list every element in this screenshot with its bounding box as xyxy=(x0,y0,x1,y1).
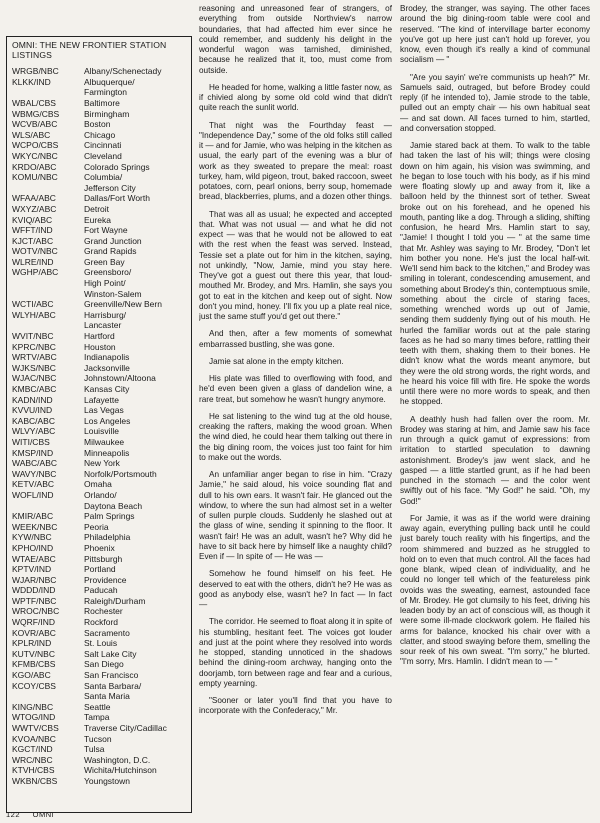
station-row xyxy=(12,162,186,173)
station-location: Jefferson City xyxy=(84,182,136,193)
station-row xyxy=(12,310,186,321)
station-call-sign: WBAL/CBS xyxy=(12,97,56,108)
station-row xyxy=(12,734,186,745)
station-row xyxy=(12,289,186,300)
station-call-sign: WRGB/NBC xyxy=(12,66,59,77)
station-location: Orlando/ xyxy=(84,489,117,500)
station-location: Peoria xyxy=(84,521,109,532)
station-call-sign: WTOG/IND xyxy=(12,712,56,723)
article-paragraph: Jamie sat alone in the empty kitchen. xyxy=(209,356,344,366)
article-paragraph: That night was the Fourthday feast — "Independence Day," some of the old folks still called it — and for Jamie, who was helping in the kitchen as usual, the early part of the evening was a blur of work as they sweated to prepare the meal: roast turkey, ham, wild pigeon, trout, baked raccoon, sweet potatoes, corn, pearl onions, berry soup, homemade bread, blackberries, plums, and a dozen other things. xyxy=(199,120,392,202)
station-location: Louisville xyxy=(84,426,119,437)
article-paragraph: reasoning and unreasoned fear of strangers, of everything from outside Northview's narrow boundaries, that had affected him ever since he could remember, and suddenly his delight in the wonderful wagon was tarnished, diminished, because he realized that it, too, must come from outside. xyxy=(199,4,392,75)
station-call-sign: WLVY/ABC xyxy=(12,426,56,437)
station-row xyxy=(12,236,186,247)
station-row xyxy=(12,670,186,681)
station-row xyxy=(12,712,186,723)
station-call-sign: KPHO/IND xyxy=(12,542,54,553)
station-listings-title: OMNI: THE NEW FRONTIER STATION LISTINGS xyxy=(12,40,167,60)
station-row xyxy=(12,172,186,183)
station-location: Minneapolis xyxy=(84,447,130,458)
station-call-sign xyxy=(12,183,84,194)
station-location: Hartford xyxy=(84,331,115,342)
station-location: Sacramento xyxy=(84,627,130,638)
station-row xyxy=(12,490,186,501)
station-location: Milwaukee xyxy=(84,436,125,447)
station-call-sign: KPRC/NBC xyxy=(12,341,56,352)
station-call-sign: KADN/IND xyxy=(12,394,53,405)
station-location: Columbia/ xyxy=(84,172,123,183)
station-location: San Francisco xyxy=(84,670,139,681)
article-column-1 xyxy=(199,4,392,812)
station-row xyxy=(12,193,186,204)
station-location: Tulsa xyxy=(84,744,105,755)
station-location: Rockford xyxy=(84,617,119,628)
station-row xyxy=(12,681,186,692)
station-row xyxy=(12,458,186,469)
station-location: Salt Lake City xyxy=(84,648,137,659)
station-location: Birmingham xyxy=(84,108,130,119)
station-location: Winston-Salem xyxy=(84,288,142,299)
station-row xyxy=(12,320,186,331)
station-row xyxy=(12,606,186,617)
station-location: Pittsburgh xyxy=(84,553,123,564)
station-row xyxy=(12,723,186,734)
station-row xyxy=(12,755,186,766)
station-call-sign: WABC/ABC xyxy=(12,458,58,469)
station-row xyxy=(12,564,186,575)
station-row xyxy=(12,554,186,565)
station-row xyxy=(12,596,186,607)
station-row xyxy=(12,384,186,395)
station-row xyxy=(12,405,186,416)
station-row xyxy=(12,426,186,437)
station-call-sign: WKBN/CBS xyxy=(12,775,58,786)
station-call-sign: WFAA/ABC xyxy=(12,193,56,204)
station-location: Cincinnati xyxy=(84,140,122,151)
station-call-sign: WJAC/NBC xyxy=(12,373,57,384)
station-call-sign: WDDD/IND xyxy=(12,585,56,596)
station-location: St. Louis xyxy=(84,638,118,649)
station-row xyxy=(12,501,186,512)
station-call-sign: WFFT/IND xyxy=(12,225,53,236)
station-call-sign: WWTV/CBS xyxy=(12,723,59,733)
station-location: Lafayette xyxy=(84,394,119,405)
station-call-sign: KABC/ABC xyxy=(12,415,55,426)
article-paragraph: And then, after a few moments of somewhat embarrassed bustling, she was gone. xyxy=(199,329,392,349)
station-location: Paducah xyxy=(84,585,118,596)
station-call-sign: WRTV/ABC xyxy=(12,352,57,363)
station-location: Green Bay xyxy=(84,256,125,267)
station-listings-box xyxy=(6,36,192,813)
station-row xyxy=(12,119,186,130)
article-paragraph: Brodey, the stranger, was saying. The other faces around the big dining-room table were cool and reserved. "The kind of intervillage barter economy you've got up here just can't hold up forever, you know, even though it's really a kind of communal socialism — " xyxy=(400,4,590,65)
station-row xyxy=(12,416,186,427)
station-call-sign: KPTV/IND xyxy=(12,564,52,575)
station-call-sign: KETV/ABC xyxy=(12,479,55,490)
station-location: Traverse City/Cadillac xyxy=(84,723,167,733)
station-call-sign: WXYZ/ABC xyxy=(12,203,57,214)
station-location: Wichita/Hutchinson xyxy=(84,765,157,776)
station-row xyxy=(12,299,186,310)
station-call-sign: WKYC/NBC xyxy=(12,150,58,161)
station-call-sign: WOTV/NBC xyxy=(12,246,58,257)
station-row xyxy=(12,575,186,586)
station-row xyxy=(12,628,186,639)
station-call-sign: WJAR/NBC xyxy=(12,574,57,585)
station-location: Harrisburg/ xyxy=(84,309,127,320)
station-location: Kansas City xyxy=(84,384,130,394)
station-row xyxy=(12,98,186,109)
station-call-sign: KMIR/ABC xyxy=(12,511,54,522)
station-location: Greensboro/ xyxy=(84,267,132,278)
station-call-sign: KUTV/NBC xyxy=(12,648,55,659)
station-call-sign: WAVY/NBC xyxy=(12,468,57,479)
station-call-sign: KCOY/CBS xyxy=(12,680,56,691)
station-call-sign: WJKS/NBC xyxy=(12,362,56,373)
article-column-2 xyxy=(400,4,590,812)
station-location: Dallas/Fort Worth xyxy=(84,193,150,204)
station-location: Phoenix xyxy=(84,542,115,553)
station-row xyxy=(12,469,186,480)
station-call-sign: WVIT/NBC xyxy=(12,331,54,342)
station-location: Providence xyxy=(84,574,127,585)
station-row xyxy=(12,109,186,120)
station-call-sign: WPTF/NBC xyxy=(12,595,57,606)
station-location: Washington, D.C. xyxy=(84,754,151,765)
station-row xyxy=(12,638,186,649)
station-list xyxy=(12,66,186,786)
station-location: Philadelphia xyxy=(84,532,131,543)
article-paragraph: That was all as usual; he expected and accepted that. What was not usual — and what he did not expect — was that he would not be allowed to eat with the rest when the feast was served. Instead, Tessie set a plate out for him in the kitchen, saying, not unkindly, "Now, Jamie, mind you stay here. They've got a guest out there this year, that loud-mouthed Mr. Brodey, and Mrs. Hamlin, she says you got to eat in the kitchen and keep out of sight. Now don't you mind, honey. I'll fix you up a plate real nice, just the same stuff you'd get out there." xyxy=(199,209,392,321)
station-location: New York xyxy=(84,458,120,469)
station-call-sign: WITI/CBS xyxy=(12,436,50,447)
station-location: Fort Wayne xyxy=(84,225,128,236)
station-call-sign: WQRF/IND xyxy=(12,617,55,628)
station-location: High Point/ xyxy=(84,278,126,289)
station-location: Greenville/New Bern xyxy=(84,299,162,310)
station-row xyxy=(12,511,186,522)
station-location: Omaha xyxy=(84,479,112,490)
station-row xyxy=(12,532,186,543)
station-call-sign: KVIQ/ABC xyxy=(12,214,53,225)
station-location: Lancaster xyxy=(84,320,122,331)
station-call-sign: WCTI/ABC xyxy=(12,299,54,310)
station-location: Grand Rapids xyxy=(84,246,137,257)
station-call-sign: KGCT/IND xyxy=(12,744,53,755)
station-row xyxy=(12,342,186,353)
station-call-sign: WTAE/ABC xyxy=(12,553,56,564)
station-call-sign: KYW/NBC xyxy=(12,532,52,543)
article-paragraph: "Are you sayin' we're communists up heah?" Mr. Samuels said, outraged, but before Brodey could reply (if he intended to), Jamie strode to the table, pulled out an empty chair — his own habitual seat — and sat down. All faces turned to him, startled, and conversation stopped. xyxy=(400,72,590,133)
station-row xyxy=(12,140,186,151)
station-call-sign xyxy=(12,87,84,98)
station-call-sign: KJCT/ABC xyxy=(12,235,54,246)
station-location: Seattle xyxy=(84,701,111,712)
station-row xyxy=(12,617,186,628)
station-call-sign: KFMB/CBS xyxy=(12,659,56,670)
station-call-sign: WLS/ABC xyxy=(12,129,51,140)
station-row xyxy=(12,702,186,713)
station-location: Los Angeles xyxy=(84,415,131,426)
station-call-sign: KOVR/ABC xyxy=(12,627,56,638)
station-call-sign: WGHP/ABC xyxy=(12,267,59,278)
station-location: Daytona Beach xyxy=(84,500,143,511)
station-row xyxy=(12,331,186,342)
station-call-sign: KMBC/ABC xyxy=(12,384,57,394)
station-call-sign: KGO/ABC xyxy=(12,670,51,681)
station-call-sign: KOMU/NBC xyxy=(12,172,58,183)
station-location: Eureka xyxy=(84,214,111,225)
station-location: Farmington xyxy=(84,87,127,98)
station-location: Santa Maria xyxy=(84,691,130,702)
station-call-sign xyxy=(12,289,84,300)
station-row xyxy=(12,183,186,194)
magazine-name: OMNI xyxy=(32,810,55,819)
station-row xyxy=(12,659,186,670)
station-row xyxy=(12,66,186,77)
station-call-sign: KRDO/ABC xyxy=(12,161,57,172)
station-call-sign: WBMG/CBS xyxy=(12,108,60,119)
station-row xyxy=(12,77,186,88)
station-row xyxy=(12,151,186,162)
article-paragraph: "Sooner or later you'll find that you have to incorporate with the Confederacy," Mr. xyxy=(199,696,392,716)
article-paragraph: His plate was filled to overflowing with food, and he'd even been given a glass of dandelion wine, a rare treat, but somehow he wasn't hungry anymore. xyxy=(199,374,392,404)
station-row xyxy=(12,352,186,363)
article-paragraph: Somehow he found himself on his feet. He deserved to eat with the others, didn't he? He was as good as anybody else, wasn't he? In fact — In fact — xyxy=(199,569,392,609)
station-row xyxy=(12,744,186,755)
station-location: Johnstown/Altoona xyxy=(84,373,156,384)
station-location: Boston xyxy=(84,119,111,130)
station-call-sign: WEEK/NBC xyxy=(12,521,58,532)
station-location: Jacksonville xyxy=(84,362,130,373)
station-call-sign xyxy=(12,691,84,702)
station-location: Rochester xyxy=(84,606,123,617)
station-row xyxy=(12,267,186,278)
station-row xyxy=(12,543,186,554)
article-paragraph: The corridor. He seemed to float along it in spite of his stumbling, hesitant feet. The voices got louder and just at the point where they resolved into words he stopped, standing unnoticed in the shadows behind the dining-room archway, hanging onto the doorjamb, torn between rage and fear and a curious, empty yearning. xyxy=(199,617,392,688)
article-paragraph: Jamie stared back at them. To walk to the table had taken the last of his will; things were closing down on him again, his vision was swimming, and he began to lose touch with his body, as if his mind were floating slowly up and away from it, like a balloon held by the thinnest sort of tether. Sweat broke out on his forehead, and he opened his mouth, panting like a dog. Through a sliding, shifting confusion, he heard Mrs. Hamlin start to say, "Jamie! I thought I told you — " at the same time that Mr. Ashley was saying to Mr. Brodey, "Don't let him bother you none. He's just the local half-wit. We'll send him back to the kitchen," and Brodey was smiling in tolerant, condescending amusement, and something about Brodey's thin, contemptuous smile, something about the circle of staring faces, something wrenched words up out of Jamie, sending them suddenly flying out of his mouth. He hurled the familiar words out at the pale staring faces as he had so many times before, rattling their teeth with them, shaking them to their bones. He didn't know what the words meant anymore, but they were the old strong words, the right words, and he heard his voice fill with fire. He spoke the words until there were no more words to speak, and then he stopped. xyxy=(400,141,590,407)
station-row xyxy=(12,395,186,406)
station-call-sign: KMSP/IND xyxy=(12,447,54,458)
station-row xyxy=(12,522,186,533)
station-call-sign: KTVH/CBS xyxy=(12,765,55,776)
station-location: Tucson xyxy=(84,733,112,744)
station-row xyxy=(12,363,186,374)
station-row xyxy=(12,204,186,215)
page-footer xyxy=(6,810,64,819)
station-location: Detroit xyxy=(84,203,110,214)
station-call-sign: WROC/NBC xyxy=(12,606,60,617)
station-location: Baltimore xyxy=(84,97,120,108)
station-row xyxy=(12,437,186,448)
station-row xyxy=(12,215,186,226)
station-location: Las Vegas xyxy=(84,405,124,416)
station-row xyxy=(12,246,186,257)
station-call-sign: WCVB/ABC xyxy=(12,119,58,130)
station-location: Tampa xyxy=(84,712,110,723)
station-location: Grand Junction xyxy=(84,235,142,246)
station-row xyxy=(12,87,186,98)
station-location: Portland xyxy=(84,564,116,575)
station-call-sign: WCPO/CBS xyxy=(12,140,59,151)
article-paragraph: He sat listening to the wind tug at the old house, creaking the rafters, making the wood groan. When the wind died, he could hear them talking out there in the big dining room, the voices just too faint for him to make out the words. xyxy=(199,411,392,462)
station-location: Indianapolis xyxy=(84,352,130,363)
station-call-sign: WLYH/ABC xyxy=(12,309,56,320)
station-row xyxy=(12,448,186,459)
article-paragraph: An unfamiliar anger began to rise in him. "Crazy Jamie," he said aloud, his voice sounding flat and dull to his own ears. It wasn't fair. He glanced out the window, to where the sun had almost set in a welter of sullen purple clouds. Suddenly he slashed out at the glass of wine, sending it spinning to the floor. It wasn't fair! He was an adult, wasn't he? Why did he have to sit back here by himself like a naughty child? Even if — In spite of — He was — xyxy=(199,470,392,561)
station-row xyxy=(12,257,186,268)
station-row xyxy=(12,649,186,660)
station-call-sign: KPLR/IND xyxy=(12,638,52,649)
article-paragraph: He headed for home, walking a little faster now, as if chivied along by some old cold wind that didn't quite reach the sunlit world. xyxy=(199,82,392,113)
article-paragraph: For Jamie, it was as if the world were draining away again, everything pulling back until he could just barely touch reality with his fingertips, and the room shimmered and buzzed as he struggled to hold on to even that much control. All the faces had gone blank, wiped clean of individuality, and he could no longer tell which of the featureless pink ovoids was the sweating, earnest, astounded face of Mr. Brodey. He got clumsily to his feet, driving his leaden body by an act of conscious will, as though it were some ill-made clockwork golem. He flailed his arms for balance, knocked his chair over with a clatter, and stood swaying before them, smelling the sour reek of his own sweat. "I'm sorry," he blurted. "I'm sorry, Mrs. Hamlin. I didn't mean to — " xyxy=(400,513,590,667)
station-row xyxy=(12,585,186,596)
station-location: Palm Springs xyxy=(84,511,135,522)
station-location: Norfolk/Portsmouth xyxy=(84,468,157,479)
station-call-sign: WRC/NBC xyxy=(12,754,53,765)
station-call-sign: WOFL/IND xyxy=(12,489,54,500)
station-row xyxy=(12,691,186,702)
station-location: Youngstown xyxy=(84,775,131,786)
station-row xyxy=(12,776,186,787)
station-location: Albany/Schenectady xyxy=(84,66,162,77)
station-call-sign: KVVU/IND xyxy=(12,405,53,416)
station-row xyxy=(12,373,186,384)
page-number: 122 xyxy=(6,810,21,819)
station-location: Chicago xyxy=(84,129,116,140)
station-location: Santa Barbara/ xyxy=(84,680,142,691)
station-call-sign: WLRE/IND xyxy=(12,256,54,267)
station-call-sign: KVOA/NBC xyxy=(12,733,56,744)
station-row xyxy=(12,479,186,490)
station-call-sign xyxy=(12,501,84,512)
station-call-sign xyxy=(12,320,84,331)
station-location: Colorado Springs xyxy=(84,161,150,172)
station-call-sign xyxy=(12,278,84,289)
station-location: Albuquerque/ xyxy=(84,76,135,87)
station-row xyxy=(12,225,186,236)
station-location: Cleveland xyxy=(84,150,122,161)
station-location: Houston xyxy=(84,341,116,352)
station-row xyxy=(12,278,186,289)
station-call-sign: KING/NBC xyxy=(12,701,54,712)
station-location: San Diego xyxy=(84,659,124,670)
station-row xyxy=(12,765,186,776)
station-row xyxy=(12,130,186,141)
station-call-sign: KLKK/IND xyxy=(12,76,51,87)
station-location: Raleigh/Durham xyxy=(84,595,146,606)
article-paragraph: A deathly hush had fallen over the room. Mr. Brodey was staring at him, and Jamie saw his face run through a quick gamut of expressions: from irritation to startled speculation to dawning astonishment. Brodey's jaw went slack, and he gasped — a little startled grunt, as if he had been punched in the stomach — and the color went swiftly out of his face. "My God!" he said. "Oh, my God!" xyxy=(400,414,590,506)
